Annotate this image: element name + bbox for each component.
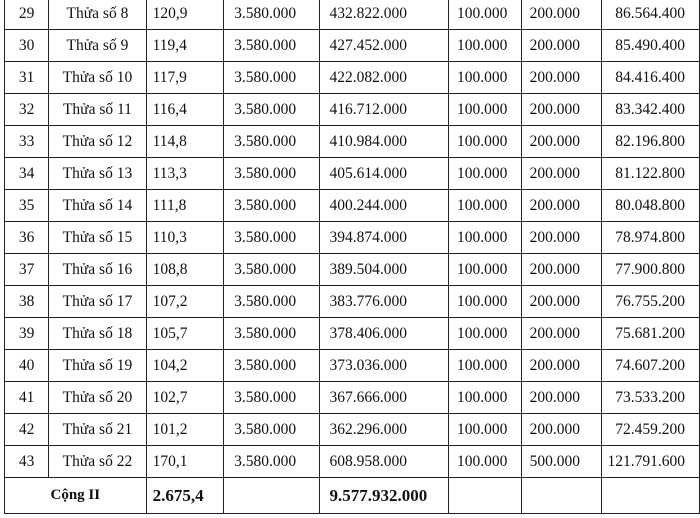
table-row bbox=[5, 286, 700, 318]
final-amount-cell: 73.533.200 bbox=[602, 382, 700, 414]
plot-area-cell: 117,9 bbox=[146, 62, 224, 94]
fee-2-cell: 200.000 bbox=[521, 318, 601, 350]
unit-price-cell: 3.580.000 bbox=[224, 94, 319, 126]
table-row bbox=[5, 190, 700, 222]
plot-area-cell: 113,3 bbox=[146, 158, 224, 190]
plot-name-cell: Thửa số 16 bbox=[49, 254, 146, 286]
table-row bbox=[5, 94, 700, 126]
plot-total-cell: 394.874.000 bbox=[319, 222, 448, 254]
fee-1-cell: 100.000 bbox=[448, 158, 521, 190]
plot-total-cell: 422.082.000 bbox=[319, 62, 448, 94]
final-amount-cell: 80.048.800 bbox=[602, 190, 700, 222]
plot-area-cell: 116,4 bbox=[146, 94, 224, 126]
plot-area-cell: 101,2 bbox=[146, 414, 224, 446]
final-amount-cell: 78.974.800 bbox=[602, 222, 700, 254]
plot-name-cell: Thửa số 20 bbox=[49, 382, 146, 414]
summary-row bbox=[5, 478, 700, 514]
plot-total-cell: 608.958.000 bbox=[319, 446, 448, 478]
fee-1-cell: 100.000 bbox=[448, 126, 521, 158]
unit-price-cell: 3.580.000 bbox=[224, 222, 319, 254]
final-amount-cell: 83.342.400 bbox=[602, 94, 700, 126]
plot-name-cell: Thửa số 10 bbox=[49, 62, 146, 94]
plot-area-cell: 170,1 bbox=[146, 446, 224, 478]
plot-total-cell: 373.036.000 bbox=[319, 350, 448, 382]
unit-price-cell: 3.580.000 bbox=[224, 286, 319, 318]
fee-1-cell: 100.000 bbox=[448, 350, 521, 382]
row-number-cell: 33 bbox=[5, 126, 49, 158]
summary-empty-cell bbox=[448, 478, 521, 514]
plot-name-cell: Thửa số 12 bbox=[49, 126, 146, 158]
plot-name-cell: Thửa số 17 bbox=[49, 286, 146, 318]
fee-2-cell: 200.000 bbox=[521, 158, 601, 190]
plot-area-cell: 107,2 bbox=[146, 286, 224, 318]
unit-price-cell: 3.580.000 bbox=[224, 190, 319, 222]
plot-name-cell: Thửa số 13 bbox=[49, 158, 146, 190]
final-amount-cell: 86.564.400 bbox=[602, 0, 700, 30]
plot-total-cell: 362.296.000 bbox=[319, 414, 448, 446]
unit-price-cell: 3.580.000 bbox=[224, 446, 319, 478]
plot-name-cell: Thửa số 21 bbox=[49, 414, 146, 446]
plot-name-cell: Thửa số 9 bbox=[49, 30, 146, 62]
plot-area-cell: 110,3 bbox=[146, 222, 224, 254]
unit-price-cell: 3.580.000 bbox=[224, 62, 319, 94]
fee-2-cell: 200.000 bbox=[521, 350, 601, 382]
final-amount-cell: 75.681.200 bbox=[602, 318, 700, 350]
plot-name-cell: Thửa số 14 bbox=[49, 190, 146, 222]
fee-1-cell: 100.000 bbox=[448, 190, 521, 222]
final-amount-cell: 72.459.200 bbox=[602, 414, 700, 446]
plot-area-cell: 120,9 bbox=[146, 0, 224, 30]
fee-1-cell: 100.000 bbox=[448, 286, 521, 318]
fee-1-cell: 100.000 bbox=[448, 254, 521, 286]
summary-empty-cell bbox=[602, 478, 700, 514]
fee-2-cell: 200.000 bbox=[521, 0, 601, 30]
fee-1-cell: 100.000 bbox=[448, 30, 521, 62]
final-amount-cell: 82.196.800 bbox=[602, 126, 700, 158]
fee-2-cell: 200.000 bbox=[521, 30, 601, 62]
unit-price-cell: 3.580.000 bbox=[224, 318, 319, 350]
unit-price-cell: 3.580.000 bbox=[224, 126, 319, 158]
final-amount-cell: 76.755.200 bbox=[602, 286, 700, 318]
plot-area-cell: 119,4 bbox=[146, 30, 224, 62]
summary-total: 9.577.932.000 bbox=[319, 478, 448, 514]
fee-2-cell: 200.000 bbox=[521, 126, 601, 158]
plot-total-cell: 427.452.000 bbox=[319, 30, 448, 62]
row-number-cell: 31 bbox=[5, 62, 49, 94]
table-row bbox=[5, 222, 700, 254]
unit-price-cell: 3.580.000 bbox=[224, 254, 319, 286]
row-number-cell: 43 bbox=[5, 446, 49, 478]
row-number-cell: 41 bbox=[5, 382, 49, 414]
summary-empty-cell bbox=[521, 478, 601, 514]
fee-2-cell: 200.000 bbox=[521, 382, 601, 414]
plot-name-cell: Thửa số 18 bbox=[49, 318, 146, 350]
fee-1-cell: 100.000 bbox=[448, 222, 521, 254]
table-row bbox=[5, 0, 700, 30]
row-number-cell: 40 bbox=[5, 350, 49, 382]
final-amount-cell: 85.490.400 bbox=[602, 30, 700, 62]
table-row bbox=[5, 62, 700, 94]
fee-1-cell: 100.000 bbox=[448, 0, 521, 30]
plot-area-cell: 108,8 bbox=[146, 254, 224, 286]
table-row bbox=[5, 414, 700, 446]
row-number-cell: 34 bbox=[5, 158, 49, 190]
plot-area-cell: 104,2 bbox=[146, 350, 224, 382]
final-amount-cell: 81.122.800 bbox=[602, 158, 700, 190]
fee-1-cell: 100.000 bbox=[448, 446, 521, 478]
fee-1-cell: 100.000 bbox=[448, 382, 521, 414]
plot-area-cell: 114,8 bbox=[146, 126, 224, 158]
fee-2-cell: 200.000 bbox=[521, 94, 601, 126]
plot-name-cell: Thửa số 15 bbox=[49, 222, 146, 254]
summary-label: Cộng II bbox=[5, 478, 147, 514]
plot-total-cell: 405.614.000 bbox=[319, 158, 448, 190]
fee-1-cell: 100.000 bbox=[448, 94, 521, 126]
plot-name-cell: Thửa số 22 bbox=[49, 446, 146, 478]
table-row bbox=[5, 446, 700, 478]
plot-name-cell: Thửa số 19 bbox=[49, 350, 146, 382]
summary-empty-cell bbox=[224, 478, 319, 514]
final-amount-cell: 84.416.400 bbox=[602, 62, 700, 94]
final-amount-cell: 74.607.200 bbox=[602, 350, 700, 382]
table-row bbox=[5, 126, 700, 158]
final-amount-cell: 77.900.800 bbox=[602, 254, 700, 286]
fee-2-cell: 200.000 bbox=[521, 222, 601, 254]
row-number-cell: 32 bbox=[5, 94, 49, 126]
fee-2-cell: 200.000 bbox=[521, 286, 601, 318]
row-number-cell: 30 bbox=[5, 30, 49, 62]
plot-area-cell: 105,7 bbox=[146, 318, 224, 350]
plot-total-cell: 383.776.000 bbox=[319, 286, 448, 318]
table-row bbox=[5, 318, 700, 350]
unit-price-cell: 3.580.000 bbox=[224, 350, 319, 382]
unit-price-cell: 3.580.000 bbox=[224, 414, 319, 446]
final-amount-cell: 121.791.600 bbox=[602, 446, 700, 478]
fee-2-cell: 200.000 bbox=[521, 254, 601, 286]
table-row bbox=[5, 30, 700, 62]
row-number-cell: 35 bbox=[5, 190, 49, 222]
row-number-cell: 37 bbox=[5, 254, 49, 286]
row-number-cell: 39 bbox=[5, 318, 49, 350]
unit-price-cell: 3.580.000 bbox=[224, 158, 319, 190]
table-row bbox=[5, 158, 700, 190]
table-body bbox=[5, 0, 700, 478]
row-number-cell: 38 bbox=[5, 286, 49, 318]
unit-price-cell: 3.580.000 bbox=[224, 0, 319, 30]
plot-area-cell: 111,8 bbox=[146, 190, 224, 222]
plot-total-cell: 410.984.000 bbox=[319, 126, 448, 158]
plot-total-cell: 400.244.000 bbox=[319, 190, 448, 222]
plot-total-cell: 389.504.000 bbox=[319, 254, 448, 286]
table-row bbox=[5, 254, 700, 286]
plot-total-cell: 367.666.000 bbox=[319, 382, 448, 414]
plot-total-cell: 378.406.000 bbox=[319, 318, 448, 350]
row-number-cell: 36 bbox=[5, 222, 49, 254]
fee-1-cell: 100.000 bbox=[448, 414, 521, 446]
fee-1-cell: 100.000 bbox=[448, 318, 521, 350]
plot-name-cell: Thửa số 8 bbox=[49, 0, 146, 30]
land-plot-table bbox=[4, 0, 700, 514]
row-number-cell: 42 bbox=[5, 414, 49, 446]
fee-2-cell: 200.000 bbox=[521, 414, 601, 446]
table-row bbox=[5, 350, 700, 382]
fee-1-cell: 100.000 bbox=[448, 62, 521, 94]
plot-total-cell: 416.712.000 bbox=[319, 94, 448, 126]
unit-price-cell: 3.580.000 bbox=[224, 30, 319, 62]
plot-total-cell: 432.822.000 bbox=[319, 0, 448, 30]
fee-2-cell: 200.000 bbox=[521, 190, 601, 222]
row-number-cell: 29 bbox=[5, 0, 49, 30]
table-row bbox=[5, 382, 700, 414]
fee-2-cell: 500.000 bbox=[521, 446, 601, 478]
fee-2-cell: 200.000 bbox=[521, 62, 601, 94]
plot-name-cell: Thửa số 11 bbox=[49, 94, 146, 126]
unit-price-cell: 3.580.000 bbox=[224, 382, 319, 414]
plot-area-cell: 102,7 bbox=[146, 382, 224, 414]
summary-area: 2.675,4 bbox=[146, 478, 224, 514]
